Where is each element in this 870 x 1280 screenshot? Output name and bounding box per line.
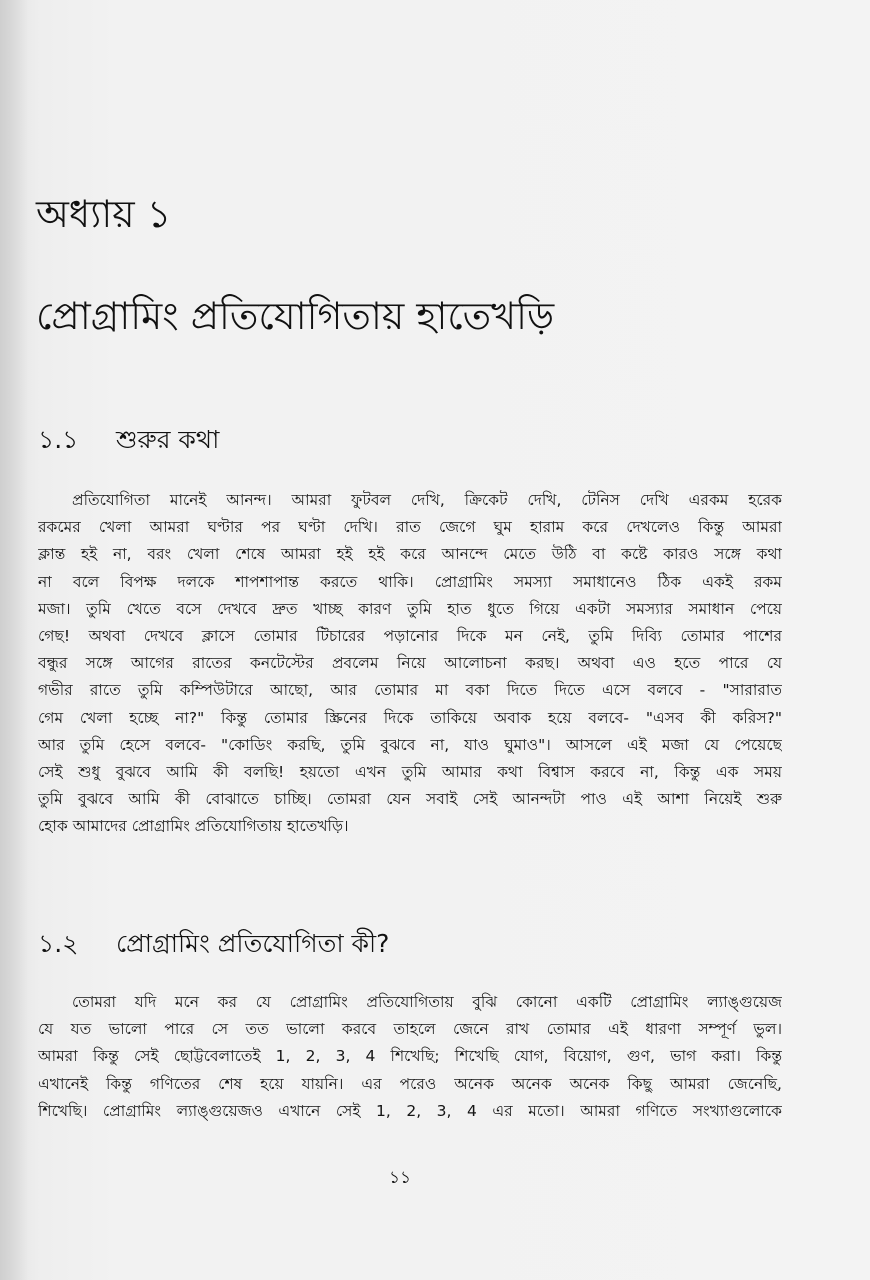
text-line: আর তুমি হেসে বলবে- "কোডিং করছি, তুমি বুঝবে না, যাও ঘুমাও"। আসলে এই মজা যে পেয়েছে <box>38 735 782 754</box>
section-number: ১.২ <box>38 929 79 958</box>
text-line: রকমের খেলা আমরা ঘণ্টার পর ঘণ্টা দেখি। রাত জেগে ঘুম হারাম করে দেখলেও কিন্তু আমরা <box>38 518 782 537</box>
section-title: শুরুর কথা <box>116 425 220 454</box>
text-line: গেছ! অথবা দেখবে ক্লাসে তোমার টিচারের পড়ানোর দিকে মন নেই, তুমি দিব্যি তোমার পাশের <box>38 626 782 645</box>
chapter-label: অধ্যায় ১ <box>36 192 172 236</box>
text-line: বন্ধুর সঙ্গে আগের রাতের কনটেস্টের প্রবলেম নিয়ে আলোচনা করছ। অথবা এও হতে পারে যে <box>38 654 782 673</box>
page-number: ১১ <box>388 1168 412 1188</box>
section-number: ১.১ <box>38 425 79 454</box>
section-title: প্রোগ্রামিং প্রতিযোগিতা কী? <box>116 929 390 958</box>
text-line: সেই শুধু বুঝবে আমি কী বলছি! হয়তো এখন তুমি আমার কথা বিশ্বাস করবে না, কিন্তু এক সময় <box>38 762 782 781</box>
chapter-title: প্রোগ্রামিং প্রতিযোগিতায় হাতেখড়ি <box>36 294 555 338</box>
section-1-paragraph <box>38 487 782 840</box>
text-line: যে যত ভালো পারে সে তত ভালো করবে তাহলে জেনে রাখ তোমার এই ধারণা সম্পূর্ণ ভুল। <box>38 1020 782 1039</box>
section-heading-2 <box>38 924 389 964</box>
text-line: তোমরা যদি মনে কর যে প্রোগ্রামিং প্রতিযোগিতায় বুঝি কোনো একটি প্রোগ্রামিং ল্যাঙ্গুয়েজ <box>72 993 782 1011</box>
text-line: এখানেই কিন্তু গণিতের শেষ হয়ে যায়নি। এর পরেও অনেক অনেক অনেক কিছু আমরা জেনেছি, <box>38 1074 782 1093</box>
text-line: হোক আমাদের প্রোগ্রামিং প্রতিযোগিতায় হাতেখড়ি। <box>38 817 349 836</box>
section-2-paragraph <box>38 989 782 1125</box>
page-binding-shadow <box>0 0 28 1280</box>
text-line: তুমি বুঝবে আমি কী বোঝাতে চাচ্ছি। তোমরা যেন সবাই সেই আনন্দটা পাও এই আশা নিয়েই শুরু <box>38 790 782 809</box>
text-line: শিখেছি। প্রোগ্রামিং ল্যাঙ্গুয়েজও এখানে সেই 1, 2, 3, 4 এর মতো। আমরা গণিতে সংখ্যাগুলোকে <box>38 1101 782 1120</box>
text-line: মজা। তুমি খেতে বসে দেখবে দ্রুত খাচ্ছ কারণ তুমি হাত ধুতে গিয়ে একটা সমস্যার সমাধান পেয়ে <box>38 599 782 618</box>
text-line: প্রতিযোগিতা মানেই আনন্দ। আমরা ফুটবল দেখি, ক্রিকেট দেখি, টেনিস দেখি এরকম হরেক <box>72 491 782 509</box>
text-line: ক্লান্ত হই না, বরং খেলা শেষে আমরা হই হই করে আনন্দে মেতে উঠি বা কষ্টে কারও সঙ্গে কথা <box>38 545 782 564</box>
section-heading-1 <box>38 420 219 460</box>
text-line: আমরা কিন্তু সেই ছোট্টবেলাতেই 1, 2, 3, 4 শিখেছি; শিখেছি যোগ, বিয়োগ, গুণ, ভাগ করা। কিন্তু <box>38 1047 782 1066</box>
text-line: গভীর রাতে তুমি কম্পিউটারে আছো, আর তোমার মা বকা দিতে দিতে এসে বলবে - "সারারাত <box>38 681 782 700</box>
text-line: না বলে বিপক্ষ দলকে শাপশাপান্ত করতে থাকি। প্রোগ্রামিং সমস্যা সমাধানেও ঠিক একই রকম <box>38 572 782 591</box>
text-line: গেম খেলা হচ্ছে না?" কিন্তু তোমার স্ক্রিনের দিকে তাকিয়ে অবাক হয়ে বলবে- "এসব কী করিস?" <box>38 708 782 727</box>
